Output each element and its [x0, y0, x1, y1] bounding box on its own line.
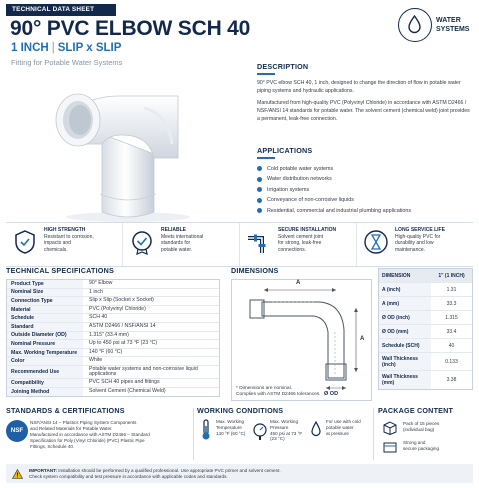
- divider: [193, 408, 194, 460]
- water-systems-label: WATER SYSTEMS: [436, 17, 470, 33]
- list-item: Irrigation systems: [257, 185, 472, 196]
- table-row: Wall Thickness (mm) 3.38: [379, 371, 472, 389]
- table-row: Schedule SCH 40: [7, 314, 219, 323]
- dimension-label-od: Ø OD: [324, 391, 339, 397]
- important-notice: [6, 464, 473, 483]
- table-row: Compatibility PVC SCH 40 pipes and fittings: [7, 379, 219, 388]
- size-label: 1 INCH: [11, 42, 49, 54]
- pipe-joint-icon: [246, 229, 272, 255]
- table-row: Max. Working Temperature 140 °F (60 °C): [7, 349, 219, 358]
- working-condition-pressure: Max. Working Pressure 450 psi at 73 °F (23 °C): [253, 419, 305, 442]
- description-paragraph-2: Manufactured from high-quality PVC (Polyvinyl Chloride) in accordance with ASTM D2466 / NSF/ANSI 14 standards for potable water. The solvent cement (chemical weld) joint provides a permanent, leak-free connection.: [257, 99, 470, 122]
- list-item: Water distribution networks: [257, 174, 472, 185]
- description-section: [257, 62, 472, 123]
- specifications-table: [6, 279, 220, 397]
- dimensions-heading: DIMENSIONS: [231, 266, 279, 275]
- dimensions-section: [231, 266, 374, 275]
- notice-line-2: Check system compatibility and test pressure in accordance with applicable codes and standards.: [29, 473, 228, 479]
- notice-line-1: Installation should be performed by a qualified professional. Use appropriate PVC primer and solvent cement.: [58, 467, 281, 473]
- document-tag: TECHNICAL DATA SHEET: [6, 4, 116, 16]
- list-item: Cold potable water systems: [257, 164, 472, 175]
- table-row: Material PVC (Polyvinyl Chloride): [7, 306, 219, 315]
- working-condition-temperature: Max. Working Temperature 140 °F (60 °C): [199, 419, 251, 441]
- specifications-heading: TECHNICAL SPECIFICATIONS: [6, 266, 114, 275]
- list-item: Residential, commercial and industrial plumbing applications: [257, 206, 472, 217]
- table-row: A (inch) 1.31: [379, 283, 472, 297]
- package-item-packaging: Strong and secure packaging: [382, 440, 474, 454]
- thermometer-icon: [199, 419, 213, 441]
- table-row: Standard ASTM D2466 / NSF/ANSI 14: [7, 323, 219, 332]
- bullet-icon: [257, 198, 262, 203]
- heading-underline: [257, 157, 275, 159]
- table-row: A (mm) 33.3: [379, 297, 472, 311]
- applications-list: [257, 164, 472, 217]
- box-icon: [382, 421, 398, 435]
- bullet-icon: [257, 166, 262, 171]
- technical-specifications: [6, 266, 220, 397]
- package-item-pack: Pack of 15 pieces (individual bag): [382, 421, 474, 435]
- description-paragraph-1: 90° PVC elbow SCH 40, 1 inch, designed to change the direction of flow in potable water piping systems and hydraulic applications.: [257, 79, 461, 94]
- product-tagline: Fitting for Potable Water Systems: [11, 58, 123, 67]
- table-row: Wall Thickness (inch) 0.133: [379, 353, 472, 371]
- product-subtitle: [11, 42, 121, 54]
- package-heading: PACKAGE CONTENT: [378, 406, 454, 415]
- water-drop-icon: [309, 419, 323, 441]
- table-row: Schedule (SCH) 40: [379, 339, 472, 353]
- standards-heading: STANDARDS & CERTIFICATIONS: [6, 406, 125, 415]
- table-row: Joining Method Solvent Cement (Chemical Weld): [7, 388, 219, 397]
- package-content-section: [378, 406, 473, 415]
- divider: [373, 408, 374, 460]
- table-row: Ø OD (mm) 33.4: [379, 325, 472, 339]
- applications-heading: APPLICATIONS: [257, 146, 313, 155]
- badge-check-icon: [129, 229, 155, 255]
- notice-label: IMPORTANT:: [29, 467, 57, 473]
- hourglass-icon: [363, 229, 389, 255]
- table-header-row: DIMENSION 1" (1 INCH): [379, 269, 472, 283]
- product-image: [40, 74, 210, 224]
- applications-section: [257, 146, 472, 216]
- subtitle-separator: |: [51, 42, 55, 54]
- water-systems-badge: [398, 6, 474, 46]
- heading-underline: [257, 73, 275, 75]
- pressure-gauge-icon: [253, 419, 267, 441]
- table-row: Recommended Use Potable water systems and non-corrosive liquid applications: [7, 366, 219, 379]
- table-row: Connection Type Slip x Slip (Socket x Socket): [7, 297, 219, 306]
- bullet-icon: [257, 208, 262, 213]
- connection-label: SLIP x SLIP: [57, 42, 122, 54]
- dimension-drawing: [231, 279, 372, 401]
- feature-long-service-life: LONG SERVICE LIFE High-quality PVC for durability and low maintenance.: [357, 223, 473, 266]
- feature-high-strength: HIGH STRENGTH Resistant to corrosion, impacts and chemicals.: [6, 223, 123, 266]
- dimension-label-a-top: A: [296, 280, 301, 286]
- dimension-label-a-side: A: [360, 336, 365, 342]
- table-row: Nominal Pressure Up to 450 psi at 73 °F (23 °C): [7, 340, 219, 349]
- dimension-table: [378, 268, 473, 390]
- product-title: 90° PVC ELBOW SCH 40: [10, 17, 251, 40]
- dimension-notes: * Dimensions are nominal. Complies with ASTM D2466 tolerances.: [236, 386, 321, 397]
- table-row: Outside Diameter (OD) 1.315" (33.4 mm): [7, 332, 219, 341]
- list-item: Conveyance of non-corrosive liquids: [257, 195, 472, 206]
- description-heading: DESCRIPTION: [257, 62, 309, 71]
- water-drop-icon: [398, 8, 432, 42]
- warning-icon: [12, 469, 23, 479]
- features-band: [6, 222, 473, 267]
- table-row: Product Type 90° Elbow: [7, 280, 219, 289]
- working-conditions-heading: WORKING CONDITIONS: [197, 406, 284, 415]
- table-row: Nominal Size 1 inch: [7, 289, 219, 298]
- package-icon: [382, 440, 398, 454]
- nsf-logo: NSF: [6, 420, 28, 442]
- bullet-icon: [257, 187, 262, 192]
- table-row: Color White: [7, 357, 219, 366]
- feature-secure-installation: SECURE INSTALLATION Solvent cement joint for strong, leak-free connections.: [240, 223, 357, 266]
- shield-check-icon: [12, 229, 38, 255]
- bullet-icon: [257, 177, 262, 182]
- standards-text: NSF/ANSI 14 – Plastics Piping System Components and Related Materials for Potable Water. Manufactured in accordance with ASTM D2466 – Standard Specification for Poly (Vinyl Chloride) (PVC) Plastic Pipe Fittings, Schedule 40.: [30, 420, 150, 449]
- working-condition-cold-water: For use with cold potable water at pressure: [309, 419, 361, 441]
- table-row: Ø OD (inch) 1.315: [379, 311, 472, 325]
- working-conditions-section: [197, 406, 363, 415]
- feature-reliable: RELIABLE Meets international standards for potable water.: [123, 223, 240, 266]
- standards-section: [6, 406, 191, 415]
